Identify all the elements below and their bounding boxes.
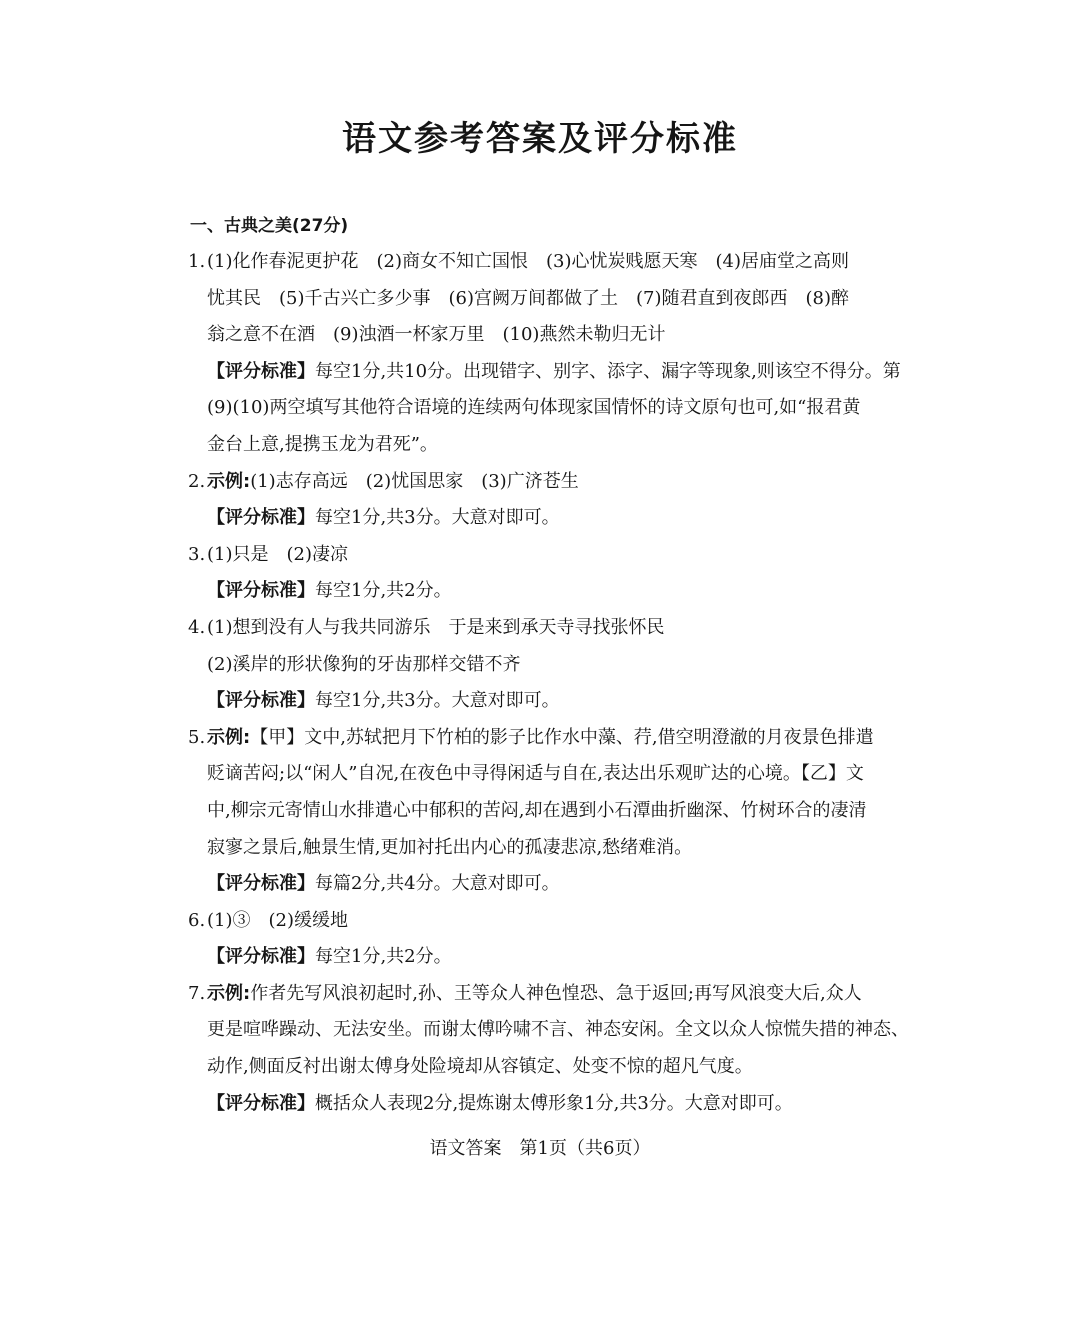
scoring-criteria [207, 939, 918, 976]
question-5 [188, 720, 918, 903]
answer-line: (1)化作春泥更护花 (2)商女不知亡国恨 (3)心忧炭贱愿天寒 (4)居庙堂之高则 [207, 251, 849, 272]
scoring-criteria [207, 354, 918, 391]
page-title: 语文参考答案及评分标准 [342, 119, 738, 159]
answer-line: 翁之意不在酒 (9)浊酒一杯家万里 (10)燕然未勒归无计 [207, 324, 666, 346]
question-3 [188, 537, 918, 610]
answer-text: 作者先写风浪初起时,孙、王等众人神色惶恐、急于返回;再写风浪变大后,众人 [250, 982, 862, 1004]
example-label: 示例: [207, 726, 251, 748]
question-number: 3. [188, 543, 206, 565]
answer-line: (1)③ (2)缓缓地 [207, 909, 348, 931]
criteria-label: 【评分标准】 [207, 946, 315, 968]
answer-line: (2)溪岸的形状像狗的牙齿那样交错不齐 [207, 653, 521, 675]
scoring-criteria [207, 683, 918, 720]
criteria-text: 每篇2分,共4分。大意对即可。 [315, 873, 560, 895]
question-number: 7. [188, 982, 206, 1004]
answer-line [207, 976, 918, 1013]
criteria-text: 每空1分,共2分。 [315, 946, 452, 968]
criteria-text: 概括众人表现2分,提炼谢太傅形象1分,共3分。大意对即可。 [315, 1092, 793, 1114]
question-number: 2. [188, 470, 206, 492]
answer-line [207, 464, 918, 501]
criteria-label: 【评分标准】 [207, 580, 315, 602]
scoring-criteria [207, 573, 918, 610]
question-number: 1. [188, 251, 206, 272]
answer-line: 贬谪苦闷;以“闲人”自况,在夜色中寻得闲适与自在,表达出乐观旷达的心境。【乙】文 [207, 763, 864, 785]
question-4 [188, 610, 918, 720]
answer-line: (1)只是 (2)凄凉 [207, 543, 348, 565]
question-1 [188, 244, 918, 464]
answer-line: (1)想到没有人与我共同游乐 于是来到承天寺寻找张怀民 [207, 616, 665, 638]
answer-text: (1)志存高远 (2)忧国思家 (3)广济苍生 [250, 470, 579, 492]
answer-content [188, 208, 918, 1122]
question-2 [188, 464, 918, 537]
example-label: 示例: [207, 470, 251, 492]
criteria-text: 每空1分,共3分。大意对即可。 [315, 507, 560, 529]
answer-line: 中,柳宗元寄情山水排遣心中郁积的苦闷,却在遇到小石潭曲折幽深、竹树环合的凄清 [207, 799, 867, 821]
section-heading: 一、古典之美(27分) [190, 216, 349, 236]
page-footer: 语文答案 第1页（共6页） [429, 1138, 651, 1159]
criteria-label: 【评分标准】 [207, 873, 315, 895]
criteria-text: 每空1分,共10分。出现错字、别字、添字、漏字等现象,则该空不得分。第 [315, 360, 901, 382]
answer-line: 忧其民 (5)千古兴亡多少事 (6)宫阙万间都做了土 (7)随君直到夜郎西 (8)醉 [207, 287, 849, 309]
answer-line [207, 720, 918, 757]
criteria-label: 【评分标准】 [207, 1092, 315, 1114]
answer-line: 更是喧哗躁动、无法安坐。而谢太傅吟啸不言、神态安闲。全文以众人惊慌失措的神态、 [207, 1019, 909, 1041]
criteria-line: (9)(10)两空填写其他符合语境的连续两句体现家国情怀的诗文原句也可,如“报君黄 [207, 397, 861, 419]
answer-line: 寂寥之景后,触景生情,更加衬托出内心的孤凄悲凉,愁绪难消。 [207, 836, 693, 858]
scoring-criteria [207, 866, 918, 903]
question-7 [188, 976, 918, 1122]
scoring-criteria [207, 500, 918, 537]
question-number: 4. [188, 616, 206, 638]
criteria-text: 每空1分,共2分。 [315, 580, 452, 602]
answer-line: 动作,侧面反衬出谢太傅身处险境却从容镇定、处变不惊的超凡气度。 [207, 1056, 753, 1078]
question-number: 6. [188, 909, 206, 931]
criteria-label: 【评分标准】 [207, 360, 315, 382]
criteria-label: 【评分标准】 [207, 507, 315, 529]
criteria-line: 金台上意,提携玉龙为君死”。 [207, 433, 438, 455]
question-6 [188, 903, 918, 976]
example-label: 示例: [207, 982, 251, 1004]
scoring-criteria [207, 1086, 918, 1123]
question-number: 5. [188, 726, 206, 748]
answer-text: 【甲】文中,苏轼把月下竹柏的影子比作水中藻、荇,借空明澄澈的月夜景色排遣 [250, 726, 874, 748]
criteria-text: 每空1分,共3分。大意对即可。 [315, 690, 560, 712]
criteria-label: 【评分标准】 [207, 690, 315, 712]
